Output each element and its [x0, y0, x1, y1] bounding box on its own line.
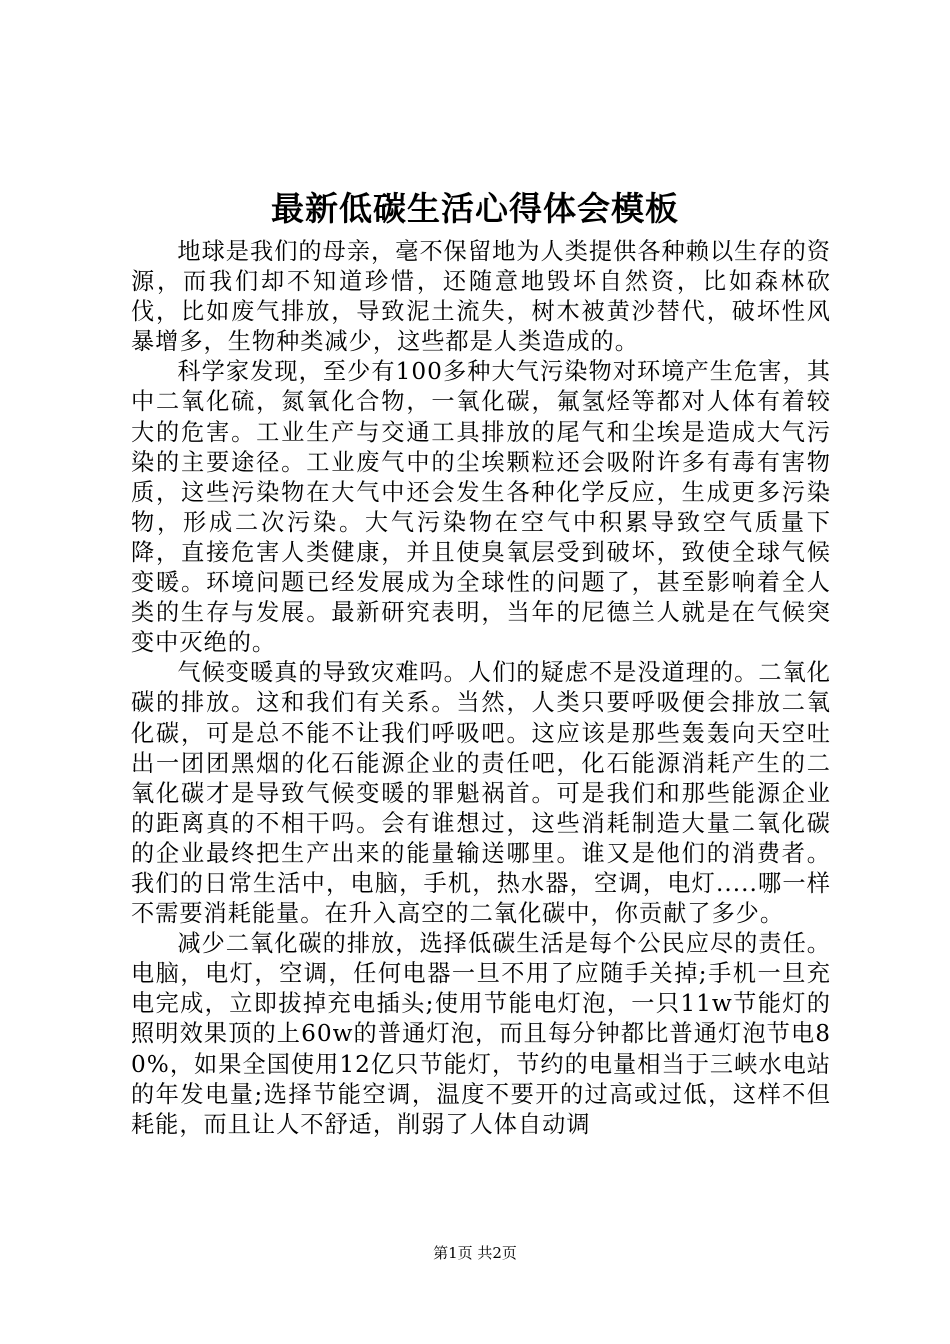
page-footer: 第1页 共2页 [433, 1244, 517, 1262]
paragraph-3: 气候变暖真的导致灾难吗。人们的疑虑不是没道理的。二氧化碳的排放。这和我们有关系。当然，人类只要呼吸便会排放二氧化碳，可是总不能不让我们呼吸吧。这应该是那些轰轰向天空吐出一团团黑烟的化石能源企业的责任吧，化石能源消耗产生的二氧化碳才是导致气候变暖的罪魁祸首。可是我们和那些能源企业的距离真的不相干吗。会有谁想过，这些消耗制造大量二氧化碳的企业最终把生产出来的能量输送哪里。谁又是他们的消费者。我们的日常生活中，电脑，手机，热水器，空调，电灯.....哪一样不需要消耗能量。在升入高空的二氧化碳中，你贡献了多少。 [131, 659, 831, 928]
paragraph-2: 科学家发现，至少有100多种大气污染物对环境产生危害，其中二氧化硫，氮氧化合物，一氧化碳，氟氢烃等都对人体有着较大的危害。工业生产与交通工具排放的尾气和尘埃是造成大气污染的主要途径。工业废气中的尘埃颗粒还会吸附许多有毒有害物质，这些污染物在大气中还会发生各种化学反应，生成更多污染物，形成二次污染。大气污染物在空气中积累导致空气质量下降，直接危害人类健康，并且使臭氧层受到破坏，致使全球气候变暖。环境问题已经发展成为全球性的问题了，甚至影响着全人类的生存与发展。最新研究表明，当年的尼德兰人就是在气候突变中灭绝的。 [131, 358, 831, 657]
paragraph-4: 减少二氧化碳的排放，选择低碳生活是每个公民应尽的责任。电脑，电灯，空调，任何电器一旦不用了应随手关掉;手机一旦充电完成，立即拔掉充电插头;使用节能电灯泡，一只11w节能灯的照明效果顶的上60w的普通灯泡，而且每分钟都比普通灯泡节电80%，如果全国使用12亿只节能灯，节约的电量相当于三峡水电站的年发电量;选择节能空调，温度不要开的过高或过低，这样不但耗能，而且让人不舒适，削弱了人体自动调 [131, 930, 831, 1138]
paragraph-1: 地球是我们的母亲，毫不保留地为人类提供各种赖以生存的资源，而我们却不知道珍惜，还随意地毁坏自然资，比如森林砍伐，比如废气排放，导致泥土流失，树木被黄沙替代，破坏性风暴增多，生物种类减少，这些都是人类造成的。 [131, 238, 831, 356]
document-body [131, 237, 831, 1140]
document-title: 最新低碳生活心得体会模板 [271, 189, 679, 228]
